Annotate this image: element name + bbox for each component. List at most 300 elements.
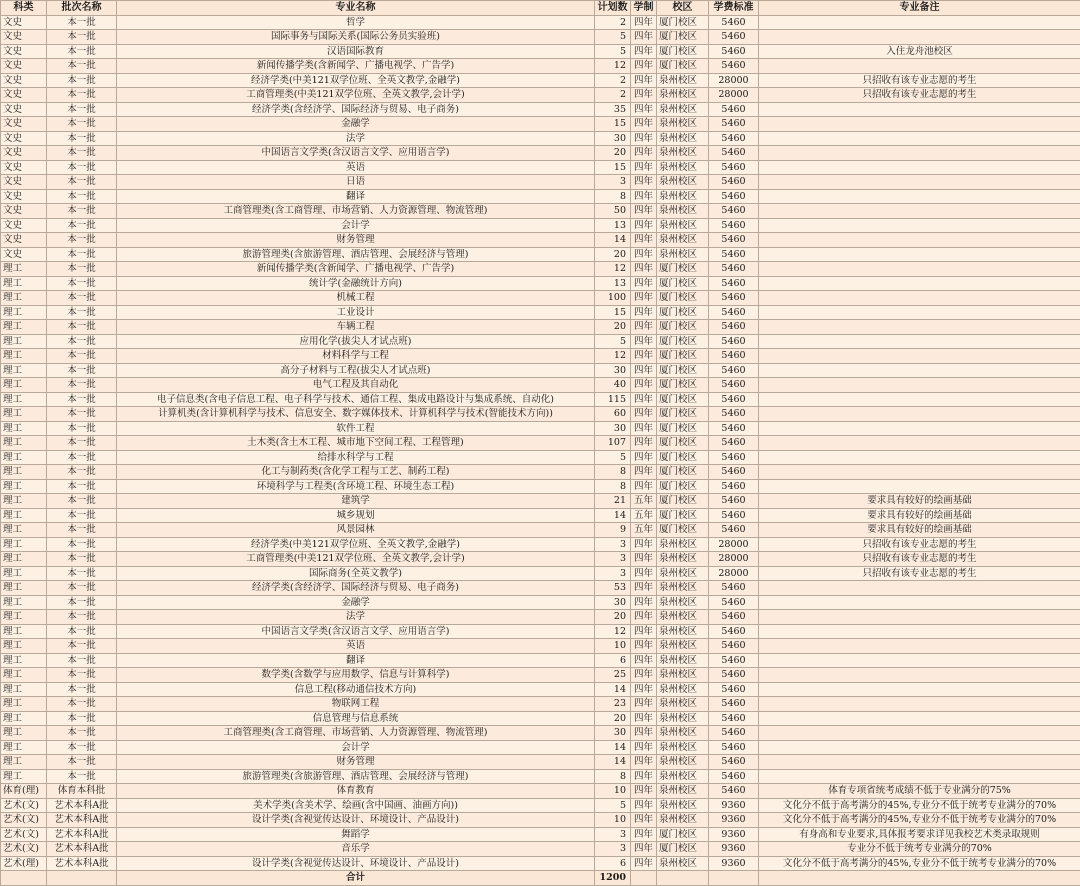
cell-subject-type: 理工 [1, 320, 47, 335]
cell-duration: 四年 [631, 30, 657, 45]
cell-tuition: 5460 [709, 740, 759, 755]
cell-major-name: 电气工程及其自动化 [117, 378, 595, 393]
table-row [1, 233, 1080, 248]
cell-notes: 文化分不低于高考满分的45%,专业分不低于统考专业满分的70% [759, 856, 1080, 871]
cell-subject-type: 理工 [1, 581, 47, 596]
table-row [1, 537, 1080, 552]
cell-batch-name: 本一批 [47, 392, 117, 407]
table-row [1, 697, 1080, 712]
cell-duration: 四年 [631, 349, 657, 364]
cell-plan-count: 3 [595, 537, 631, 552]
cell-notes [759, 59, 1080, 74]
table-row [1, 711, 1080, 726]
cell-plan-count: 6 [595, 856, 631, 871]
cell-campus: 厦门校区 [657, 827, 709, 842]
cell-duration: 四年 [631, 581, 657, 596]
cell-subject-type: 理工 [1, 262, 47, 277]
cell-batch-name: 本一批 [47, 465, 117, 480]
header-tuition: 学费标准 [709, 1, 759, 16]
cell-batch-name: 本一批 [47, 363, 117, 378]
cell-subject-type: 理工 [1, 726, 47, 741]
cell-plan-count: 15 [595, 160, 631, 175]
table-row [1, 740, 1080, 755]
cell-notes [759, 117, 1080, 132]
cell-batch-name: 本一批 [47, 247, 117, 262]
header-plan-count: 计划数 [595, 1, 631, 16]
cell-tuition: 5460 [709, 624, 759, 639]
cell-plan-count: 14 [595, 740, 631, 755]
cell-campus: 厦门校区 [657, 291, 709, 306]
table-row [1, 291, 1080, 306]
cell-notes: 只招收有该专业志愿的考生 [759, 552, 1080, 567]
cell-duration: 四年 [631, 175, 657, 190]
cell-major-name: 会计学 [117, 740, 595, 755]
cell-subject-type: 理工 [1, 639, 47, 654]
cell-tuition: 5460 [709, 146, 759, 161]
cell-notes: 只招收有该专业志愿的考生 [759, 73, 1080, 88]
cell-duration: 四年 [631, 88, 657, 103]
table-row [1, 856, 1080, 871]
table-row [1, 465, 1080, 480]
cell-batch-name: 本一批 [47, 726, 117, 741]
cell-batch-name: 本一批 [47, 407, 117, 422]
table-body [1, 15, 1080, 871]
total-row [1, 871, 1080, 886]
cell-major-name: 金融学 [117, 595, 595, 610]
cell-major-name: 车辆工程 [117, 320, 595, 335]
table-footer [1, 871, 1080, 886]
cell-plan-count: 5 [595, 450, 631, 465]
cell-campus: 泉州校区 [657, 856, 709, 871]
cell-major-name: 应用化学(拔尖人才试点班) [117, 334, 595, 349]
cell-notes: 只招收有该专业志愿的考生 [759, 88, 1080, 103]
table-row [1, 378, 1080, 393]
cell-notes [759, 668, 1080, 683]
cell-subject-type: 理工 [1, 653, 47, 668]
cell-batch-name: 本一批 [47, 523, 117, 538]
cell-plan-count: 10 [595, 813, 631, 828]
cell-major-name: 城乡规划 [117, 508, 595, 523]
cell-tuition: 5460 [709, 682, 759, 697]
cell-notes: 入住龙舟池校区 [759, 44, 1080, 59]
cell-duration: 四年 [631, 421, 657, 436]
cell-campus: 泉州校区 [657, 595, 709, 610]
cell-plan-count: 15 [595, 117, 631, 132]
cell-subject-type: 理工 [1, 479, 47, 494]
cell-major-name: 国际商务(全英文教学) [117, 566, 595, 581]
cell-duration: 四年 [631, 755, 657, 770]
cell-duration: 四年 [631, 407, 657, 422]
cell-tuition: 9360 [709, 798, 759, 813]
cell-plan-count: 53 [595, 581, 631, 596]
cell-tuition: 5460 [709, 726, 759, 741]
cell-batch-name: 本一批 [47, 755, 117, 770]
cell-subject-type: 文史 [1, 117, 47, 132]
cell-batch-name: 本一批 [47, 131, 117, 146]
cell-tuition: 5460 [709, 102, 759, 117]
cell-campus: 泉州校区 [657, 537, 709, 552]
cell-campus: 泉州校区 [657, 189, 709, 204]
cell-duration: 五年 [631, 508, 657, 523]
cell-tuition: 5460 [709, 668, 759, 683]
cell-subject-type: 文史 [1, 131, 47, 146]
cell-subject-type: 理工 [1, 494, 47, 509]
cell-campus: 泉州校区 [657, 624, 709, 639]
cell-subject-type: 理工 [1, 508, 47, 523]
cell-tuition: 5460 [709, 44, 759, 59]
table-row [1, 262, 1080, 277]
cell-subject-type: 理工 [1, 537, 47, 552]
cell-notes [759, 610, 1080, 625]
cell-subject-type: 理工 [1, 711, 47, 726]
cell-campus: 泉州校区 [657, 566, 709, 581]
cell-campus: 泉州校区 [657, 784, 709, 799]
cell-batch-name: 本一批 [47, 537, 117, 552]
cell-duration: 四年 [631, 798, 657, 813]
cell-notes [759, 392, 1080, 407]
cell-batch-name: 本一批 [47, 494, 117, 509]
cell-subject-type: 理工 [1, 349, 47, 364]
table-row [1, 421, 1080, 436]
cell-campus: 厦门校区 [657, 305, 709, 320]
table-row [1, 508, 1080, 523]
cell-subject-type: 理工 [1, 523, 47, 538]
cell-duration: 四年 [631, 827, 657, 842]
cell-tuition: 5460 [709, 595, 759, 610]
cell-major-name: 设计学类(含视觉传达设计、环境设计、产品设计) [117, 856, 595, 871]
cell-major-name: 工商管理类(中美121双学位班、全英文教学,会计学) [117, 88, 595, 103]
cell-tuition: 5460 [709, 523, 759, 538]
cell-tuition: 5460 [709, 769, 759, 784]
cell-major-name: 财务管理 [117, 755, 595, 770]
cell-plan-count: 30 [595, 595, 631, 610]
cell-batch-name: 本一批 [47, 233, 117, 248]
header-row [1, 1, 1080, 16]
header-campus: 校区 [657, 1, 709, 16]
cell-notes [759, 378, 1080, 393]
table-row [1, 798, 1080, 813]
cell-batch-name: 本一批 [47, 508, 117, 523]
cell-campus: 泉州校区 [657, 726, 709, 741]
cell-plan-count: 8 [595, 769, 631, 784]
cell-notes [759, 726, 1080, 741]
cell-duration: 四年 [631, 291, 657, 306]
cell-batch-name: 本一批 [47, 624, 117, 639]
cell-plan-count: 8 [595, 189, 631, 204]
cell-batch-name: 艺术本科A批 [47, 798, 117, 813]
cell-tuition: 9360 [709, 813, 759, 828]
total-count: 1200 [595, 871, 631, 886]
cell-subject-type: 理工 [1, 291, 47, 306]
cell-batch-name: 本一批 [47, 668, 117, 683]
cell-tuition: 5460 [709, 465, 759, 480]
cell-campus: 泉州校区 [657, 740, 709, 755]
cell-batch-name: 本一批 [47, 320, 117, 335]
cell-campus: 厦门校区 [657, 334, 709, 349]
cell-major-name: 旅游管理类(含旅游管理、酒店管理、会展经济与管理) [117, 769, 595, 784]
cell-major-name: 音乐学 [117, 842, 595, 857]
cell-subject-type: 文史 [1, 146, 47, 161]
cell-plan-count: 10 [595, 784, 631, 799]
cell-batch-name: 本一批 [47, 160, 117, 175]
cell-tuition: 5460 [709, 581, 759, 596]
cell-campus: 泉州校区 [657, 117, 709, 132]
cell-plan-count: 14 [595, 755, 631, 770]
header-notes: 专业备注 [759, 1, 1080, 16]
cell-subject-type: 文史 [1, 247, 47, 262]
table-row [1, 247, 1080, 262]
cell-duration: 四年 [631, 102, 657, 117]
cell-campus: 泉州校区 [657, 73, 709, 88]
cell-notes [759, 102, 1080, 117]
cell-notes [759, 363, 1080, 378]
cell-campus: 泉州校区 [657, 175, 709, 190]
cell-batch-name: 本一批 [47, 218, 117, 233]
cell-major-name: 经济学类(中美121双学位班、全英文教学,金融学) [117, 537, 595, 552]
cell-batch-name: 本一批 [47, 421, 117, 436]
table-row [1, 682, 1080, 697]
cell-subject-type: 理工 [1, 363, 47, 378]
cell-subject-type: 文史 [1, 160, 47, 175]
cell-major-name: 统计学(金融统计方向) [117, 276, 595, 291]
cell-duration: 四年 [631, 639, 657, 654]
cell-batch-name: 艺术本科A批 [47, 842, 117, 857]
cell-batch-name: 本一批 [47, 450, 117, 465]
cell-subject-type: 理工 [1, 465, 47, 480]
cell-tuition: 5460 [709, 407, 759, 422]
table-row [1, 189, 1080, 204]
cell-major-name: 英语 [117, 160, 595, 175]
cell-major-name: 体育教育 [117, 784, 595, 799]
cell-duration: 四年 [631, 624, 657, 639]
table-row [1, 552, 1080, 567]
cell-plan-count: 100 [595, 291, 631, 306]
cell-batch-name: 本一批 [47, 581, 117, 596]
cell-duration: 四年 [631, 334, 657, 349]
table-row [1, 668, 1080, 683]
cell-tuition: 5460 [709, 378, 759, 393]
cell-campus: 泉州校区 [657, 160, 709, 175]
table-row [1, 204, 1080, 219]
cell-tuition: 5460 [709, 639, 759, 654]
cell-campus: 泉州校区 [657, 711, 709, 726]
cell-batch-name: 本一批 [47, 711, 117, 726]
cell-tuition: 5460 [709, 175, 759, 190]
cell-notes [759, 479, 1080, 494]
cell-batch-name: 本一批 [47, 639, 117, 654]
cell-plan-count: 107 [595, 436, 631, 451]
cell-notes [759, 769, 1080, 784]
cell-tuition: 5460 [709, 755, 759, 770]
cell-campus: 泉州校区 [657, 146, 709, 161]
table-row [1, 842, 1080, 857]
cell-duration: 四年 [631, 204, 657, 219]
cell-batch-name: 本一批 [47, 73, 117, 88]
cell-major-name: 英语 [117, 639, 595, 654]
cell-major-name: 材料科学与工程 [117, 349, 595, 364]
cell-batch-name: 本一批 [47, 88, 117, 103]
cell-campus: 泉州校区 [657, 204, 709, 219]
cell-batch-name: 本一批 [47, 146, 117, 161]
cell-campus: 泉州校区 [657, 755, 709, 770]
cell-campus: 厦门校区 [657, 262, 709, 277]
cell-campus: 厦门校区 [657, 349, 709, 364]
cell-notes [759, 653, 1080, 668]
cell-subject-type: 理工 [1, 697, 47, 712]
cell-plan-count: 20 [595, 247, 631, 262]
cell-notes [759, 581, 1080, 596]
cell-batch-name: 本一批 [47, 189, 117, 204]
cell-major-name: 土木类(含土木工程、城市地下空间工程、工程管理) [117, 436, 595, 451]
cell-tuition: 5460 [709, 160, 759, 175]
cell-notes: 专业分不低于统考专业满分的70% [759, 842, 1080, 857]
cell-tuition: 5460 [709, 349, 759, 364]
cell-major-name: 翻译 [117, 653, 595, 668]
cell-subject-type: 文史 [1, 175, 47, 190]
cell-tuition: 28000 [709, 537, 759, 552]
cell-duration: 四年 [631, 305, 657, 320]
table-row [1, 784, 1080, 799]
table-row [1, 276, 1080, 291]
table-row [1, 146, 1080, 161]
cell-notes [759, 682, 1080, 697]
cell-batch-name: 本一批 [47, 436, 117, 451]
cell-notes [759, 595, 1080, 610]
cell-campus: 泉州校区 [657, 610, 709, 625]
cell-batch-name: 本一批 [47, 117, 117, 132]
table-row [1, 320, 1080, 335]
cell-duration: 四年 [631, 668, 657, 683]
cell-duration: 四年 [631, 131, 657, 146]
cell-notes [759, 755, 1080, 770]
cell-duration: 四年 [631, 320, 657, 335]
cell-batch-name: 本一批 [47, 59, 117, 74]
cell-plan-count: 14 [595, 233, 631, 248]
cell-duration: 四年 [631, 160, 657, 175]
table-row [1, 755, 1080, 770]
cell-notes [759, 740, 1080, 755]
cell-notes [759, 305, 1080, 320]
cell-tuition: 5460 [709, 131, 759, 146]
cell-major-name: 翻译 [117, 189, 595, 204]
cell-plan-count: 8 [595, 479, 631, 494]
table-row [1, 595, 1080, 610]
cell-tuition: 5460 [709, 711, 759, 726]
cell-major-name: 电子信息类(含电子信息工程、电子科学与技术、通信工程、集成电路设计与集成系统、自动化) [117, 392, 595, 407]
table-row [1, 88, 1080, 103]
cell-subject-type: 理工 [1, 421, 47, 436]
cell-major-name: 国际事务与国际关系(国际公务员实验班) [117, 30, 595, 45]
cell-subject-type: 文史 [1, 189, 47, 204]
cell-duration: 四年 [631, 117, 657, 132]
table-row [1, 624, 1080, 639]
table-row [1, 305, 1080, 320]
cell-subject-type: 理工 [1, 378, 47, 393]
cell-campus: 厦门校区 [657, 30, 709, 45]
cell-subject-type: 理工 [1, 755, 47, 770]
cell-duration: 四年 [631, 479, 657, 494]
cell-plan-count: 50 [595, 204, 631, 219]
cell-notes [759, 334, 1080, 349]
cell-plan-count: 25 [595, 668, 631, 683]
cell-tuition: 5460 [709, 450, 759, 465]
table-row [1, 131, 1080, 146]
cell-duration: 四年 [631, 784, 657, 799]
cell-duration: 四年 [631, 595, 657, 610]
cell-notes [759, 697, 1080, 712]
cell-campus: 厦门校区 [657, 523, 709, 538]
cell-batch-name: 本一批 [47, 291, 117, 306]
cell-tuition: 5460 [709, 247, 759, 262]
cell-plan-count: 5 [595, 30, 631, 45]
cell-batch-name: 本一批 [47, 305, 117, 320]
cell-batch-name: 本一批 [47, 276, 117, 291]
cell-major-name: 机械工程 [117, 291, 595, 306]
table-row [1, 160, 1080, 175]
cell-major-name: 建筑学 [117, 494, 595, 509]
cell-subject-type: 理工 [1, 682, 47, 697]
cell-notes [759, 204, 1080, 219]
table-row [1, 15, 1080, 30]
cell-duration: 四年 [631, 262, 657, 277]
table-row [1, 769, 1080, 784]
cell-notes [759, 15, 1080, 30]
cell-subject-type: 理工 [1, 450, 47, 465]
cell-major-name: 法学 [117, 131, 595, 146]
cell-campus: 厦门校区 [657, 44, 709, 59]
cell-tuition: 5460 [709, 30, 759, 45]
cell-major-name: 工商管理类(中美121双学位班、全英文教学,会计学) [117, 552, 595, 567]
cell-plan-count: 10 [595, 639, 631, 654]
cell-major-name: 金融学 [117, 117, 595, 132]
cell-subject-type: 理工 [1, 610, 47, 625]
cell-plan-count: 20 [595, 320, 631, 335]
cell-batch-name: 本一批 [47, 740, 117, 755]
cell-major-name: 中国语言文学类(含汉语言文学、应用语言学) [117, 146, 595, 161]
table-row [1, 175, 1080, 190]
cell-plan-count: 6 [595, 653, 631, 668]
cell-plan-count: 12 [595, 59, 631, 74]
cell-tuition: 5460 [709, 392, 759, 407]
cell-major-name: 工业设计 [117, 305, 595, 320]
cell-notes [759, 421, 1080, 436]
cell-duration: 四年 [631, 566, 657, 581]
cell-notes [759, 349, 1080, 364]
cell-duration: 五年 [631, 523, 657, 538]
cell-duration: 四年 [631, 856, 657, 871]
header-subject-type: 科类 [1, 1, 47, 16]
cell-tuition: 5460 [709, 479, 759, 494]
cell-notes [759, 131, 1080, 146]
cell-subject-type: 艺术(理) [1, 856, 47, 871]
cell-subject-type: 文史 [1, 30, 47, 45]
cell-batch-name: 本一批 [47, 44, 117, 59]
cell-campus: 厦门校区 [657, 407, 709, 422]
cell-notes [759, 189, 1080, 204]
cell-duration: 四年 [631, 146, 657, 161]
cell-tuition: 5460 [709, 363, 759, 378]
cell-major-name: 美术学类(含美术学、绘画(含中国画、油画方向)) [117, 798, 595, 813]
table-row [1, 494, 1080, 509]
cell-notes: 体育专项省统考成绩不低于专业满分的75% [759, 784, 1080, 799]
cell-campus: 厦门校区 [657, 494, 709, 509]
cell-notes [759, 291, 1080, 306]
cell-batch-name: 本一批 [47, 102, 117, 117]
cell-plan-count: 30 [595, 363, 631, 378]
cell-notes [759, 218, 1080, 233]
cell-duration: 四年 [631, 363, 657, 378]
cell-tuition: 5460 [709, 784, 759, 799]
